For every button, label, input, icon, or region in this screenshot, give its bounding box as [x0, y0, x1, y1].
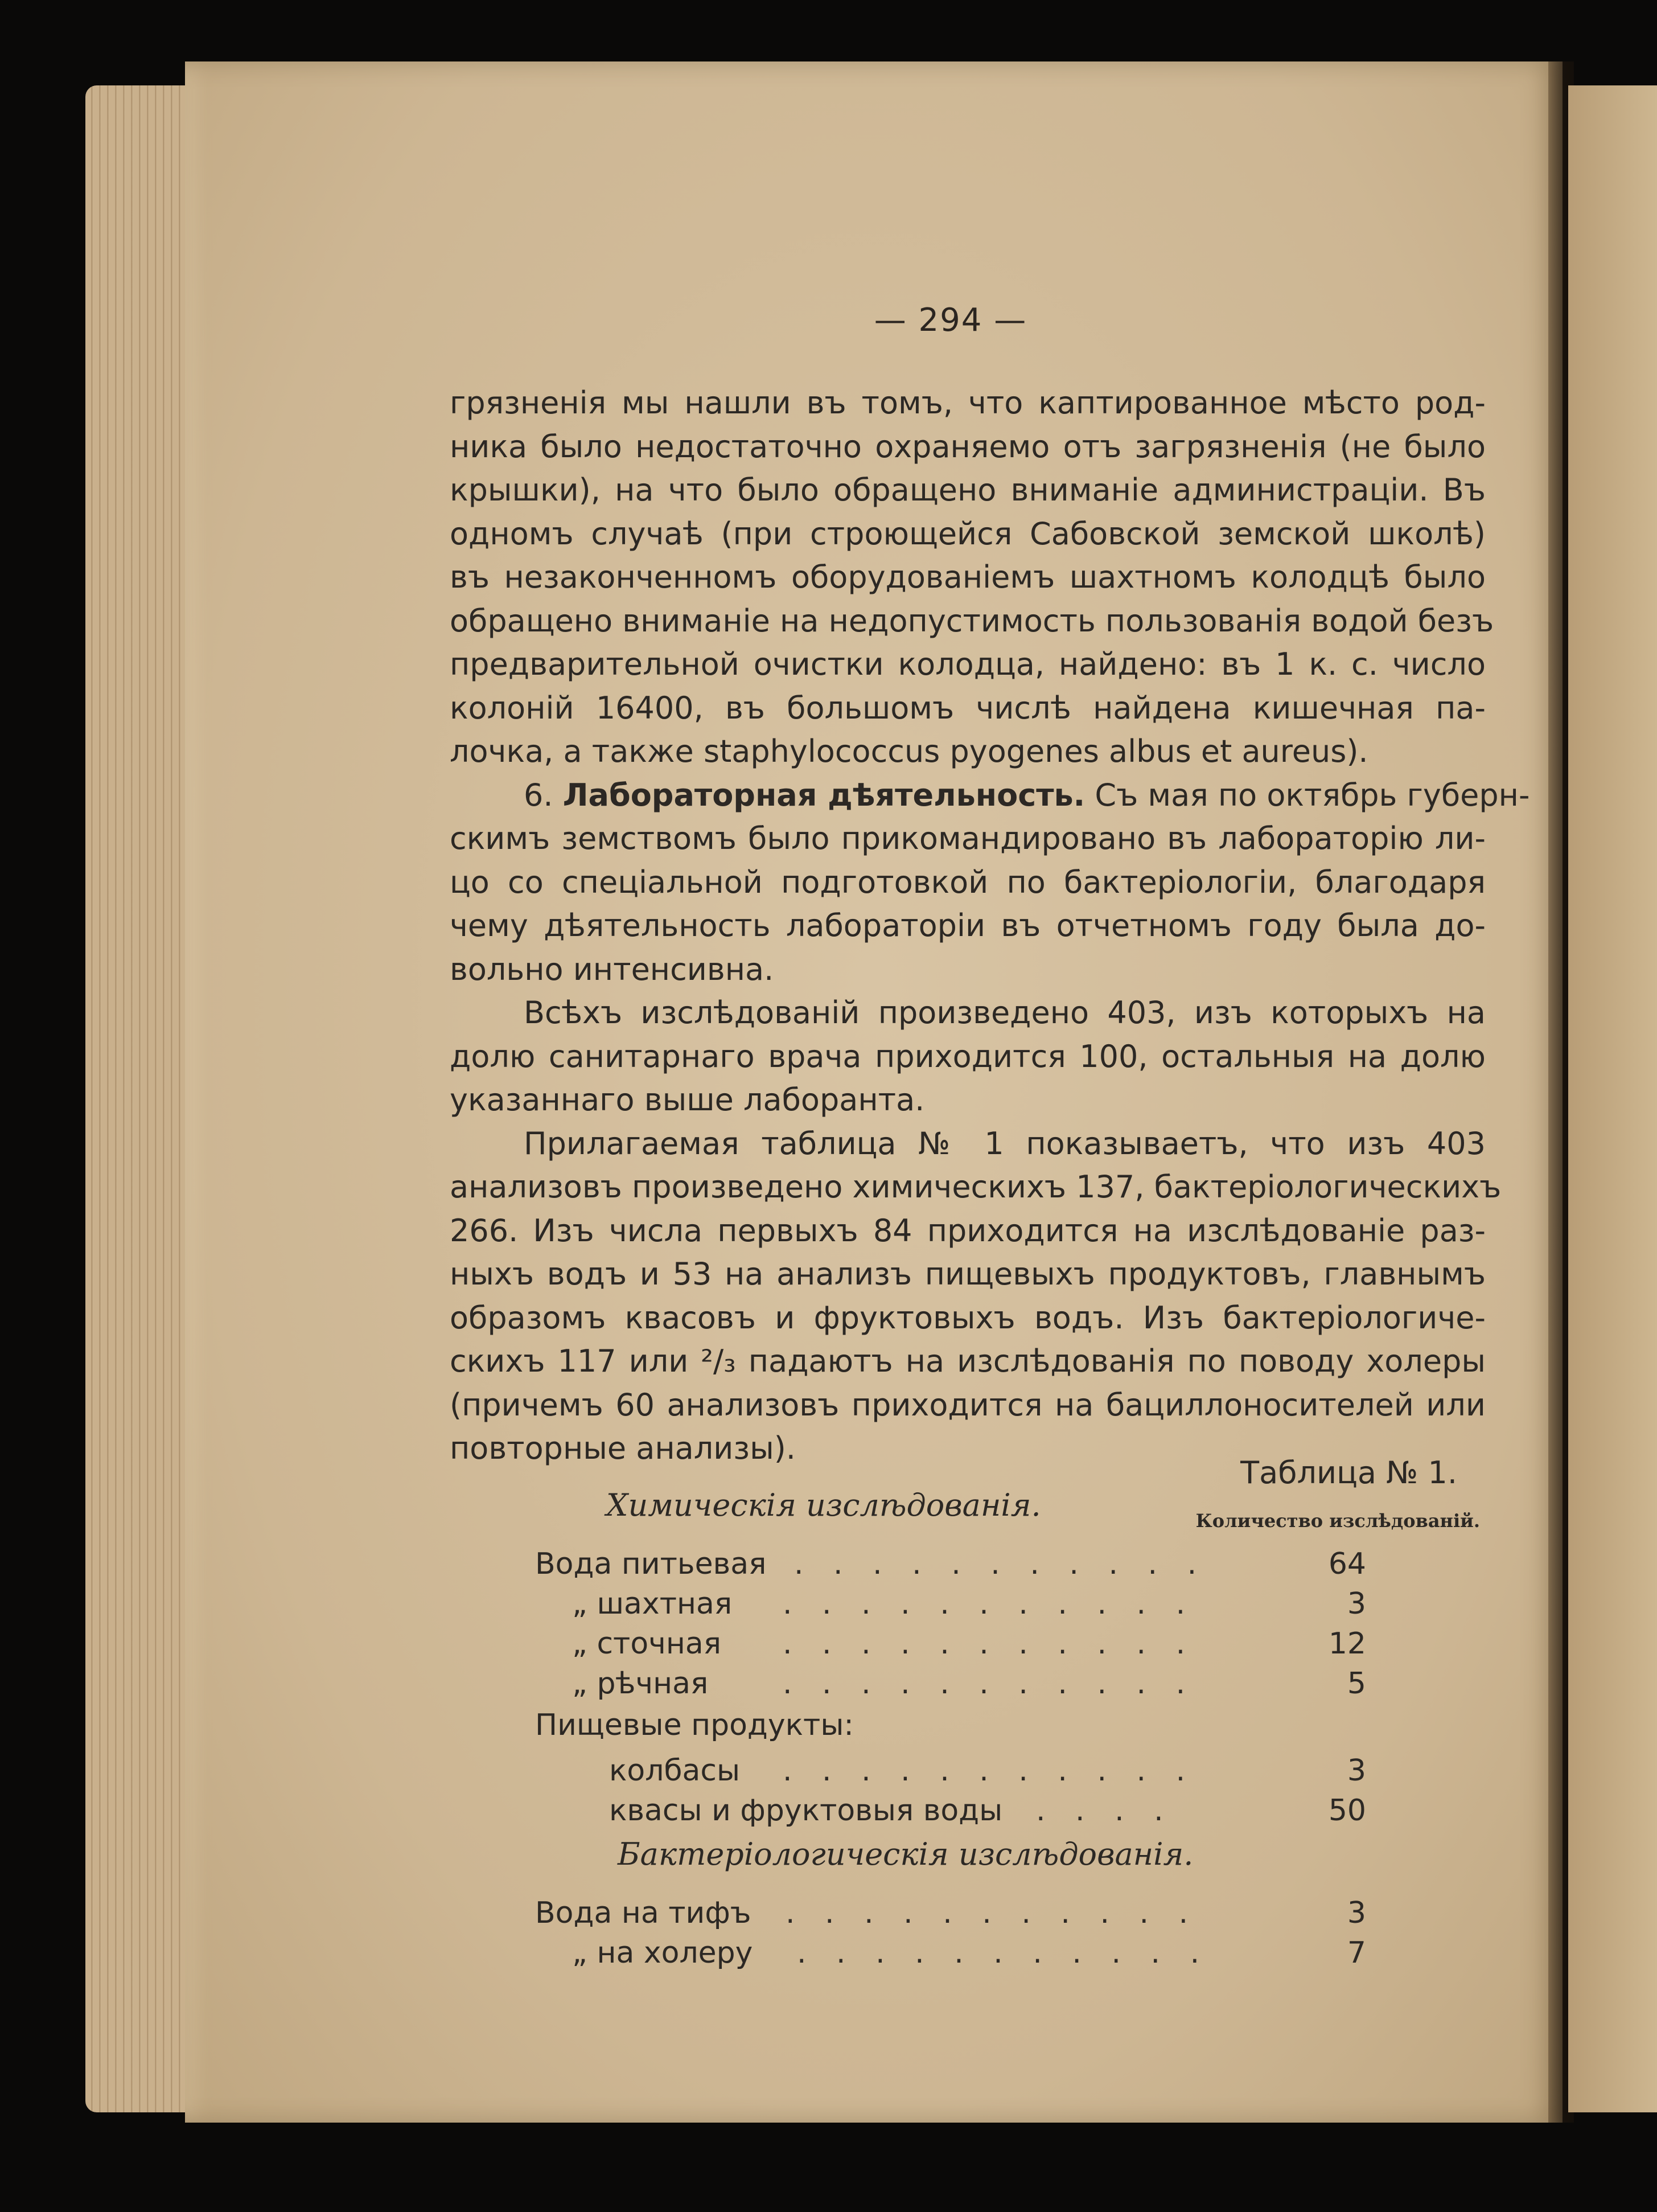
text-line: анализовъ произведено химическихъ 137, бактеріологическихъ [450, 1169, 1502, 1205]
text-line: скимъ земствомъ было прикомандировано въ лабораторію ли- [450, 820, 1486, 856]
text-line: ныхъ водъ и 53 на анализъ пищевыхъ продуктовъ, главнымъ [450, 1256, 1486, 1292]
table-row [0, 1936, 1657, 1975]
row-label: Вода питьевая [535, 1547, 767, 1581]
table-row [0, 1754, 1657, 1792]
text-line: ника было недостаточно охраняемо отъ загрязненія (не было [450, 428, 1486, 465]
text-line: предварительной очистки колодца, найдено: въ 1 к. с. число [450, 646, 1486, 682]
table-row [0, 1627, 1657, 1665]
text-line: 266. Изъ числа первыхъ 84 приходится на изслѣдованіе раз- [450, 1212, 1486, 1249]
section-heading: Лабораторная дѣятельность. [562, 777, 1086, 813]
row-value: 5 [1347, 1667, 1366, 1701]
text-line: одномъ случаѣ (при строющейся Сабовской земской школѣ) [450, 515, 1486, 552]
row-label: квасы и фруктовыя воды [609, 1794, 1003, 1828]
row-label: „ на холеру [572, 1936, 753, 1970]
table-row [0, 1794, 1657, 1832]
leader-dots: . . . . . . . . . . . [783, 1627, 1196, 1661]
text-line: въ незаконченномъ оборудованіемъ шахтномъ колодцѣ было [450, 559, 1486, 595]
leader-dots: . . . . . . . . . . . [794, 1547, 1207, 1581]
paragraph-6-first-line [450, 774, 1530, 818]
text-fragment: Съ мая по октябрь губерн- [1095, 777, 1530, 813]
row-value: 3 [1347, 1896, 1366, 1930]
row-value: 64 [1328, 1547, 1366, 1581]
text-line: вольно интенсивна. [450, 951, 774, 987]
row-value: 50 [1328, 1794, 1366, 1828]
text-line: повторные анализы). [450, 1430, 796, 1466]
page-number: — 294 — [874, 302, 1027, 339]
row-value: 3 [1347, 1754, 1366, 1788]
text-line: (причемъ 60 анализовъ приходится на бациллоносителей или [450, 1386, 1486, 1423]
leader-dots: . . . . . . . . . . . [786, 1896, 1199, 1930]
row-label: Пищевые продукты: [535, 1708, 854, 1742]
leader-dots: . . . . [1036, 1794, 1174, 1828]
text-line: Прилагаемая таблица № 1 показываетъ, что изъ 403 [524, 1125, 1486, 1162]
text-line: обращено вниманіе на недопустимость пользованія водой безъ [450, 602, 1494, 639]
table-row [0, 1896, 1657, 1935]
table-row [0, 1587, 1657, 1626]
table-row [0, 1667, 1657, 1705]
row-label: Вода на тифъ [535, 1896, 751, 1930]
leader-dots: . . . . . . . . . . . [783, 1587, 1196, 1621]
text-line: образомъ квасовъ и фруктовыхъ водъ. Изъ бактеріологиче- [450, 1299, 1486, 1336]
table-column-header: Количество изслѣдованій. [1195, 1510, 1480, 1532]
text-line: грязненія мы нашли въ томъ, что каптированное мѣсто род- [450, 385, 1486, 421]
leader-dots: . . . . . . . . . . . [783, 1667, 1196, 1701]
table-section-bacteriological: Бактеріологическія изслѣдованія. [618, 1836, 1194, 1872]
text-line: чему дѣятельность лабораторіи въ отчетномъ году была до- [450, 908, 1486, 943]
text-line: указаннаго выше лаборанта. [450, 1082, 925, 1118]
text-line: лочка, а также staphylococcus pyogenes albus et aureus). [450, 733, 1368, 769]
row-label: колбасы [609, 1754, 741, 1788]
text-line: крышки), на что было обращено вниманіе администраціи. Въ [450, 472, 1486, 508]
table-row [0, 1708, 1657, 1747]
row-value: 3 [1347, 1587, 1366, 1621]
text-line: скихъ 117 или ²/₃ падаютъ на изслѣдованія по поводу холеры [450, 1343, 1486, 1379]
row-label: „ шахтная [572, 1587, 733, 1621]
row-value: 7 [1347, 1936, 1366, 1970]
row-value: 12 [1328, 1627, 1366, 1661]
row-label: „ рѣчная [572, 1667, 709, 1701]
table-row [0, 1547, 1657, 1586]
text-line: цо со спеціальной подготовкой по бактеріологіи, благодаря [450, 864, 1486, 900]
paragraph-number: 6. [524, 777, 553, 813]
leader-dots: . . . . . . . . . . . [797, 1936, 1210, 1970]
text-line: долю санитарнаго врача приходится 100, остальныя на долю [450, 1038, 1486, 1074]
text-line: колоній 16400, въ большомъ числѣ найдена кишечная па- [450, 690, 1486, 726]
table-section-chemical: Химическія изслѣдованія. [606, 1487, 1041, 1523]
leader-dots: . . . . . . . . . . . [783, 1754, 1196, 1788]
body-text [450, 381, 1530, 1471]
table-title: Таблица № 1. [1240, 1455, 1457, 1491]
text-line: Всѣхъ изслѣдованій произведено 403, изъ которыхъ на [524, 995, 1486, 1031]
row-label: „ сточная [572, 1627, 722, 1661]
